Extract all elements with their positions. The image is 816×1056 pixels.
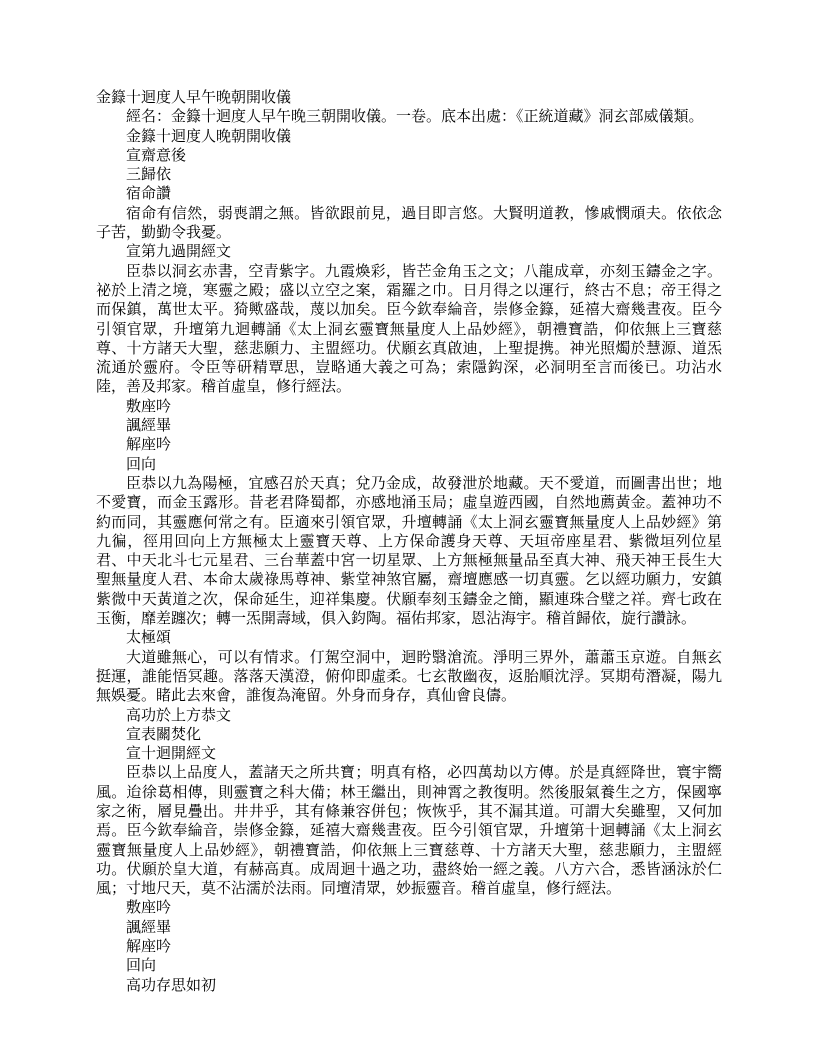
paragraph-heading: 解座吟: [126, 937, 172, 956]
paragraph-body: 臣恭以上品度人，蓋諸天之所共寶；明真有格，必四萬劫以方傳。於是真經降世，寰宇嚮風。迨徐葛相傳，則靈寶之科大備；林王繼出，則神霄之教復明。然後服氣養生之方，保國寧家之術，層見疊出。井井乎，其有條兼容併包；恢恢乎，其不漏其道。可謂大矣雖聖，又何加焉。臣今欽奉綸音，崇修金籙，延禧大齋幾晝夜。臣今引領官眾，升壇第十迴轉誦《太上洞玄靈寶無量度人上品妙經》，朝禮寶誥，仰依無上三寶慈尊、十方諸天大聖，慈悲願力，主盟經功。伏願於皇大道，有赫高真。成周迴十過之功，盡終始一經之義。八方六合，悉皆涵泳於仁風；寸地尺天，莫不沾濡於法雨。同壇清眾，妙振靈音。稽首虛皇，修行經法。: [96, 763, 722, 898]
document-title: 金籙十迴度人早午晚朝開收儀: [96, 88, 292, 106]
paragraph-heading: 敷座吟: [126, 396, 172, 415]
paragraph-heading: 三歸依: [126, 165, 172, 184]
paragraph-verse: 宿命有信然，弱喪謂之無。皆欲跟前見，過目即言悠。大賢明道教，慘戚憫頑夫。依依念子苦，勤勤令我憂。: [96, 203, 722, 242]
paragraph-section-title: 金籙十迴度人晚朝開收儀: [126, 126, 292, 145]
paragraph-heading: 敷座吟: [126, 898, 172, 917]
paragraph-source-note: 經名：金籙十迴度人早午晚三朝開收儀。一卷。底本出處：《正統道藏》洞玄部威儀類。: [126, 107, 704, 126]
paragraph-heading: 宣十迴開經文: [126, 744, 217, 763]
text-block: [96, 88, 722, 995]
paragraph-heading: 回向: [126, 956, 157, 975]
paragraph-heading: 諷經畢: [126, 416, 172, 435]
paragraph-heading: 解座吟: [126, 435, 172, 454]
paragraph-heading: 諷經畢: [126, 917, 172, 936]
paragraph-heading: 宣第九過開經文: [126, 242, 232, 261]
paragraph-body: 臣恭以九為陽極，宜感召於天真；兌乃金成，故發泄於地藏。天不愛道，而圖書出世；地不愛寶，而金玉露形。昔老君降蜀都，亦感地涌玉局；虛皇遊西國，自然地薦黃金。蓋神功不約而同，其靈應何常之有。臣適來引領官眾，升壇轉誦《太上洞玄靈寶無量度人上品妙經》第九徧，徑用回向上方無極太上靈寶天尊、上方保命護身天尊、天垣帝座星君、紫微垣列位星君、中天北斗七元星君、三台華蓋中宮一切星眾、上方無極無量品至真大神、飛天神王長生大聖無量度人君、本命太歲祿馬尊神、紫堂神煞官屬，齋壇應感一切真靈。乞以經功願力，安鎮紫微中天黃道之次，保命延生，迎祥集慶。伏願奉刻玉鑄金之簡，顯連珠合璧之祥。齊七政在玉衡，靡差躔次；轉一炁開壽域，俱入鈞陶。福佑邦家，恩沾海宇。稽首歸依，旋行讚詠。: [96, 473, 722, 628]
paragraph-heading: 太極頌: [126, 628, 172, 647]
paragraph-heading: 高功存思如初: [126, 975, 217, 994]
paragraph-heading: 高功於上方恭文: [126, 705, 232, 724]
paragraph-heading: 宣齋意後: [126, 145, 187, 164]
paragraph-heading: 宿命讚: [126, 184, 172, 203]
paragraph-heading: 宣表關焚化: [126, 724, 202, 743]
paragraph-heading: 回向: [126, 454, 157, 473]
paragraph-body: 臣恭以洞玄赤書，空青紫字。九霞煥彩，皆芒金角玉之文；八龍成章，亦刻玉鑄金之字。祕於上清之境，寒靈之殿；盛以立空之案，霜羅之巾。日月得之以運行，終古不息；帝王得之而保鎮，萬世太平。猗歟盛哉，蔑以加矣。臣今欽奉綸音，崇修金籙，延禧大齋幾晝夜。臣今引領官眾，升壇第九迴轉誦《太上洞玄靈寶無量度人上品妙經》，朝禮寶誥，仰依無上三寶慈尊、十方諸天大聖，慈悲願力、主盟經功。伏願玄真啟迪，上聖提携。神光照燭於慧源、道炁流通於靈府。令臣等研精覃思，豈略通大義之可為；索隱鈎深，必洞明至言而後已。功沾水陸，善及邦家。稽首虛皇，修行經法。: [96, 261, 722, 396]
paragraph-verse: 大道雖無心，可以有情求。仃駕空洞中，迴盻翳滄流。淨明三界外，蕭蕭玉京遊。自無玄挺運，誰能悟冥趣。落落天漢澄，俯仰即虛柔。七玄散幽夜，返胎順沈浮。冥期苟潛凝，陽九無娛憂。睹此去來會，誰復為淹留。外身而身存，真仙會良儔。: [96, 647, 722, 705]
